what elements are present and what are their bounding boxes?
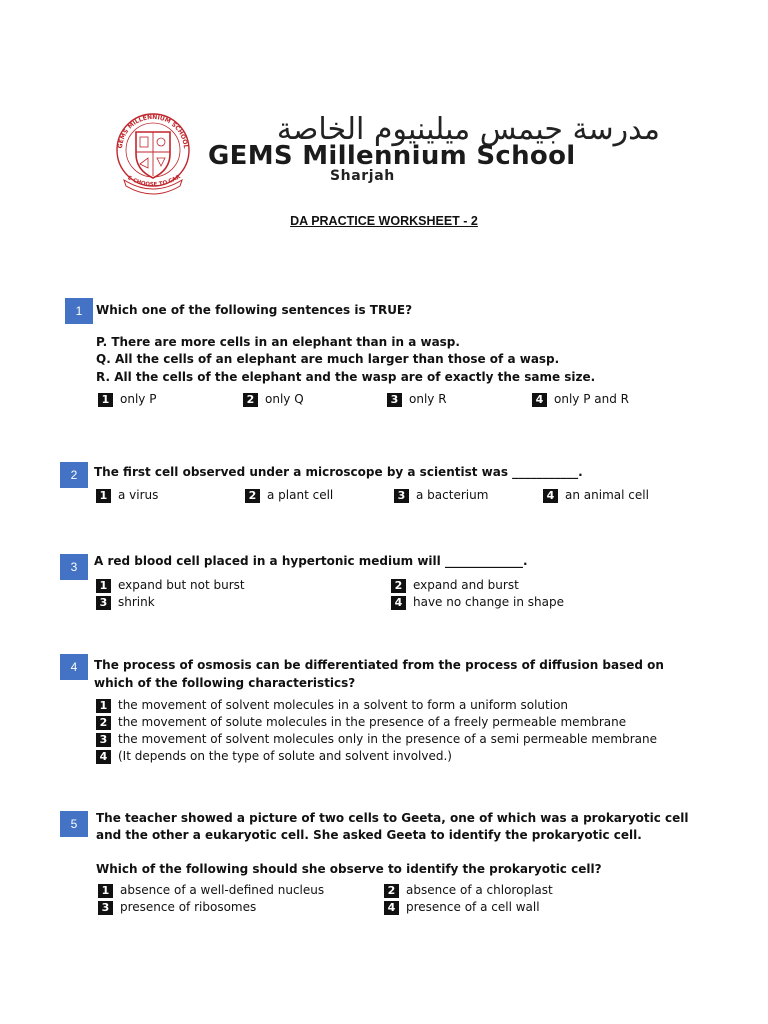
question-3-option-3[interactable] xyxy=(96,594,155,611)
option-label: only R xyxy=(409,392,447,406)
option-key: 4 xyxy=(543,489,558,503)
question-number-4: 4 xyxy=(60,654,88,680)
option-label: the movement of solute molecules in the presence of a freely permeable membrane xyxy=(118,715,627,729)
option-key: 2 xyxy=(391,579,406,593)
option-key: 2 xyxy=(384,884,399,898)
question-5-option-2[interactable] xyxy=(384,882,553,899)
option-label: a virus xyxy=(118,488,159,502)
option-label: presence of ribosomes xyxy=(120,900,257,914)
logo-text-top: GEMS MILLENNIUM SCHOOL xyxy=(116,113,190,149)
question-2-option-1[interactable] xyxy=(96,487,158,504)
question-3-text: A red blood cell placed in a hypertonic medium will _____________. xyxy=(94,554,528,568)
question-5-text-line1: The teacher showed a picture of two cells to Geeta, one of which was a prokaryotic cell xyxy=(96,811,689,825)
option-label: shrink xyxy=(118,595,155,609)
option-key: 3 xyxy=(96,733,111,747)
question-number-5: 5 xyxy=(60,811,88,837)
question-1-text: Which one of the following sentences is TRUE? xyxy=(96,303,413,317)
question-4-text-line1: The process of osmosis can be differentiated from the process of diffusion based on xyxy=(94,658,664,672)
option-label: absence of a well-defined nucleus xyxy=(120,883,325,897)
option-key: 1 xyxy=(98,884,113,898)
option-key: 3 xyxy=(98,901,113,915)
question-5-option-3[interactable] xyxy=(98,899,256,916)
question-4-option-4[interactable] xyxy=(96,748,452,765)
option-label: a plant cell xyxy=(267,488,334,502)
question-1-option-3[interactable] xyxy=(387,391,447,408)
question-number-3: 3 xyxy=(60,554,88,580)
option-key: 2 xyxy=(245,489,260,503)
logo-text-bottom: E CHOOSE TO CAR xyxy=(126,174,182,189)
option-key: 4 xyxy=(96,750,111,764)
school-city: Sharjah xyxy=(330,168,395,184)
option-label: expand but not burst xyxy=(118,578,245,592)
option-label: only Q xyxy=(265,392,304,406)
question-3-option-4[interactable] xyxy=(391,594,564,611)
option-label: presence of a cell wall xyxy=(406,900,540,914)
question-3-option-2[interactable] xyxy=(391,577,519,594)
question-number-2: 2 xyxy=(60,462,88,488)
option-key: 4 xyxy=(532,393,547,407)
option-label: only P xyxy=(120,392,157,406)
question-4-option-1[interactable] xyxy=(96,697,568,714)
option-key: 3 xyxy=(394,489,409,503)
worksheet-title: DA PRACTICE WORKSHEET - 2 xyxy=(290,214,478,228)
question-1-statement-q: Q. All the cells of an elephant are much larger than those of a wasp. xyxy=(96,352,560,366)
option-label: only P and R xyxy=(554,392,629,406)
question-5-option-4[interactable] xyxy=(384,899,540,916)
question-4-text-line2: which of the following characteristics? xyxy=(94,676,356,690)
option-key: 3 xyxy=(387,393,402,407)
option-key: 4 xyxy=(384,901,399,915)
question-1-option-4[interactable] xyxy=(532,391,629,408)
question-2-option-3[interactable] xyxy=(394,487,488,504)
question-2-option-4[interactable] xyxy=(543,487,649,504)
option-label: absence of a chloroplast xyxy=(406,883,553,897)
question-4-option-2[interactable] xyxy=(96,714,626,731)
question-5-prompt: Which of the following should she observe to identify the prokaryotic cell? xyxy=(96,862,602,876)
question-2-option-2[interactable] xyxy=(245,487,333,504)
option-key: 2 xyxy=(243,393,258,407)
option-key: 1 xyxy=(96,699,111,713)
question-3-option-1[interactable] xyxy=(96,577,245,594)
option-label: the movement of solvent molecules in a solvent to form a uniform solution xyxy=(118,698,569,712)
question-1-option-1[interactable] xyxy=(98,391,156,408)
option-key: 1 xyxy=(96,489,111,503)
option-key: 3 xyxy=(96,596,111,610)
option-key: 1 xyxy=(98,393,113,407)
question-5-text-line2: and the other a eukaryotic cell. She asked Geeta to identify the prokaryotic cell. xyxy=(96,828,642,842)
school-name: GEMS Millennium School xyxy=(208,141,576,171)
school-logo xyxy=(110,108,196,196)
question-5-option-1[interactable] xyxy=(98,882,324,899)
option-label: a bacterium xyxy=(416,488,489,502)
question-2-text: The first cell observed under a microscope by a scientist was ___________. xyxy=(94,465,583,479)
question-1-option-2[interactable] xyxy=(243,391,304,408)
option-label: an animal cell xyxy=(565,488,649,502)
question-1-statement-p: P. There are more cells in an elephant than in a wasp. xyxy=(96,335,460,349)
question-number-1: 1 xyxy=(65,298,93,324)
option-key: 4 xyxy=(391,596,406,610)
option-label: expand and burst xyxy=(413,578,519,592)
option-label: have no change in shape xyxy=(413,595,564,609)
school-name-arabic: مدرسة جيمس ميلينيوم الخاصة xyxy=(276,112,660,147)
option-label: (It depends on the type of solute and solvent involved.) xyxy=(118,749,452,763)
option-key: 1 xyxy=(96,579,111,593)
question-1-statement-r: R. All the cells of the elephant and the wasp are of exactly the same size. xyxy=(96,370,596,384)
question-4-option-3[interactable] xyxy=(96,731,657,748)
option-label: the movement of solvent molecules only in the presence of a semi permeable membrane xyxy=(118,732,658,746)
option-key: 2 xyxy=(96,716,111,730)
